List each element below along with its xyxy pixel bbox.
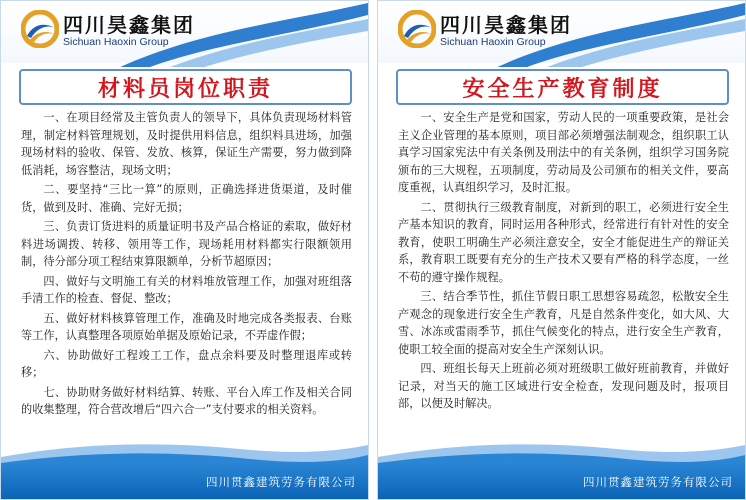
footer-company-name: 四川贯鑫建筑劳务有限公司 — [583, 475, 733, 489]
paragraph: 四、班组长每天上班前必须对班级职工做好班前教育，并做好记录，对当天的施工区域进行安全检查，发现问题及时，报项目部，以便及时解决。 — [398, 362, 729, 410]
paragraph: 三、负责订货进料的质量证明书及产品合格证的索取，做好材料进场调拨、转移、领用等工作，现场耗用材料都实行限额领用制，待分部分项工程结束算限额单，分析节超原因； — [21, 220, 352, 268]
paragraph: 七、协助财务做好材料结算、转账、平台入库工作及相关合同的收集整理，符合营改增后“四六合一”支付要求的相关资料。 — [21, 385, 352, 416]
company-name-en: Sichuan Haoxin Group — [440, 36, 546, 48]
haoxin-logo-icon — [21, 10, 59, 48]
board-footer — [378, 463, 745, 499]
paragraph: 三、结合季节性，抓住节假日职工思想容易疏忽，松散安全生产观念的现象进行安全生产教育，凡是自然条件变化，如大风、大雪、冰冻或雷雨季节，抓住气候变化的特点，进行安全生产教育，使职工较全面的提高对安全生产深刻认识。 — [398, 290, 729, 356]
paragraph: 二、贯彻执行三级教育制度，对新到的职工，必须进行安全生产基本知识的教育，同时运用各种形式，经常进行有针对性的安全教育，使职工明确生产必须注意安全，安全才能促进生产的辩证关系，教育职工既要有充分的生产技术又要有严格的科学态度，一丝不苟的遵守操作规程。 — [398, 200, 729, 284]
company-name-en: Sichuan Haoxin Group — [63, 36, 169, 48]
paragraph: 一、在项目经常及主管负责人的领导下，具体负责现场材料管理，制定材料管理规划，及时提供用料信息，组织料具进场，加强现场材料的验收、保管、发放、核算，保证生产需要，努力做到降低消耗，场容整洁，现场文明； — [21, 111, 352, 177]
board-footer — [1, 463, 368, 499]
right-board — [377, 0, 746, 500]
title-frame — [19, 69, 352, 105]
board-title: 安全生产教育制度 — [462, 76, 663, 102]
company-name-cn: 四川昊鑫集团 — [63, 13, 195, 37]
footer-company-name: 四川贯鑫建筑劳务有限公司 — [206, 475, 356, 489]
board-content — [21, 109, 352, 457]
company-name-cn: 四川昊鑫集团 — [440, 13, 572, 37]
paragraph: 四、做好与文明施工有关的材料堆放管理工作，加强对班组落手清工作的检查、督促、整改； — [21, 274, 352, 305]
paragraph: 六、协助做好工程竣工工作，盘点余料要及时整理退库或转移； — [21, 348, 352, 379]
left-board — [0, 0, 369, 500]
board-title: 材料员岗位职责 — [97, 76, 273, 102]
paragraph: 二、要坚持“三比一算”的原则，正确选择进货渠道，及时催货，做到及时、准确、完好无损； — [21, 183, 352, 214]
paragraph: 一、安全生产是党和国家，劳动人民的一项重要政策，是社会主义企业管理的基本原则，项目部必须增强法制观念，组织职工认真学习国家宪法中有关条例及刑法中的有关条例，组织学习国务院颁布的三大规程，五项制度，劳动局及公司颁布的相关文件，要高度重视，认真组织学习，及时汇报。 — [398, 111, 729, 194]
haoxin-logo-icon — [398, 10, 436, 48]
title-frame — [396, 69, 729, 105]
paragraph: 五、做好材料核算管理工作，准确及时地完成各类报表、台账等工作，认真整理各项原始单据及原始记录，不弄虚作假； — [21, 311, 352, 342]
board-content — [398, 109, 729, 457]
